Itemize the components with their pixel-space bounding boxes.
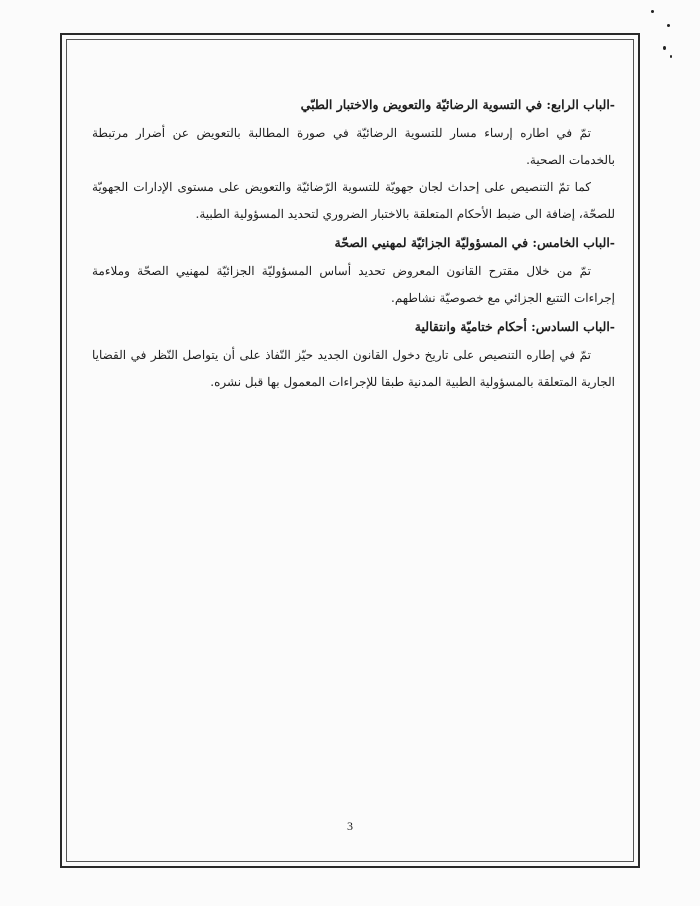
scan-speck (651, 10, 654, 13)
scan-speck (670, 55, 672, 58)
paragraph: تمّ في إطاره التنصيص على تاريخ دخول القانون الجديد حيّز النّفاذ على أن يتواصل النّظر في القضايا الجارية المتعلقة بالمسؤولية الطبية المدنية طبقا للإجراءات المعمول بها قبل نشره. (92, 348, 615, 389)
section-chapter-5 (92, 228, 615, 312)
page-number: 3 (347, 819, 353, 833)
paragraph: تمّ في اطاره إرساء مسار للتسوية الرضائيّة في صورة المطالبة بالتعويض عن أضرار مرتبطة بالخدمات الصحية. (92, 126, 615, 167)
paragraph: تمّ من خلال مقترح القانون المعروض تحديد أساس المسؤوليّة الجزائيّة لمهنيي الصحّة وملاءمة إجراءات التتبع الجزائي مع خصوصيّة نشاطهم. (92, 264, 615, 305)
scan-speck (663, 46, 666, 50)
paragraph: كما تمّ التنصيص على إحداث لجان جهويّة للتسوية الرّضائيّة والتعويض على مستوى الإدارات الجهويّة للصحّة، إضافة الى ضبط الأحكام المتعلقة بالاختبار الضروري لتحديد المسؤولية الطبية. (92, 180, 615, 221)
section-heading: -الباب الرابع: في التسوية الرضائيّة والتعويض والاختبار الطبّي (300, 97, 615, 112)
scan-speck (667, 24, 670, 27)
section-heading: -الباب الخامس: في المسؤوليّة الجزائيّة لمهنيي الصحّة (334, 235, 615, 250)
section-chapter-4 (92, 90, 615, 228)
section-heading: -الباب السادس: أحكام ختاميّة وانتقالية (414, 319, 615, 334)
document-body (92, 90, 615, 396)
section-chapter-6 (92, 312, 615, 396)
